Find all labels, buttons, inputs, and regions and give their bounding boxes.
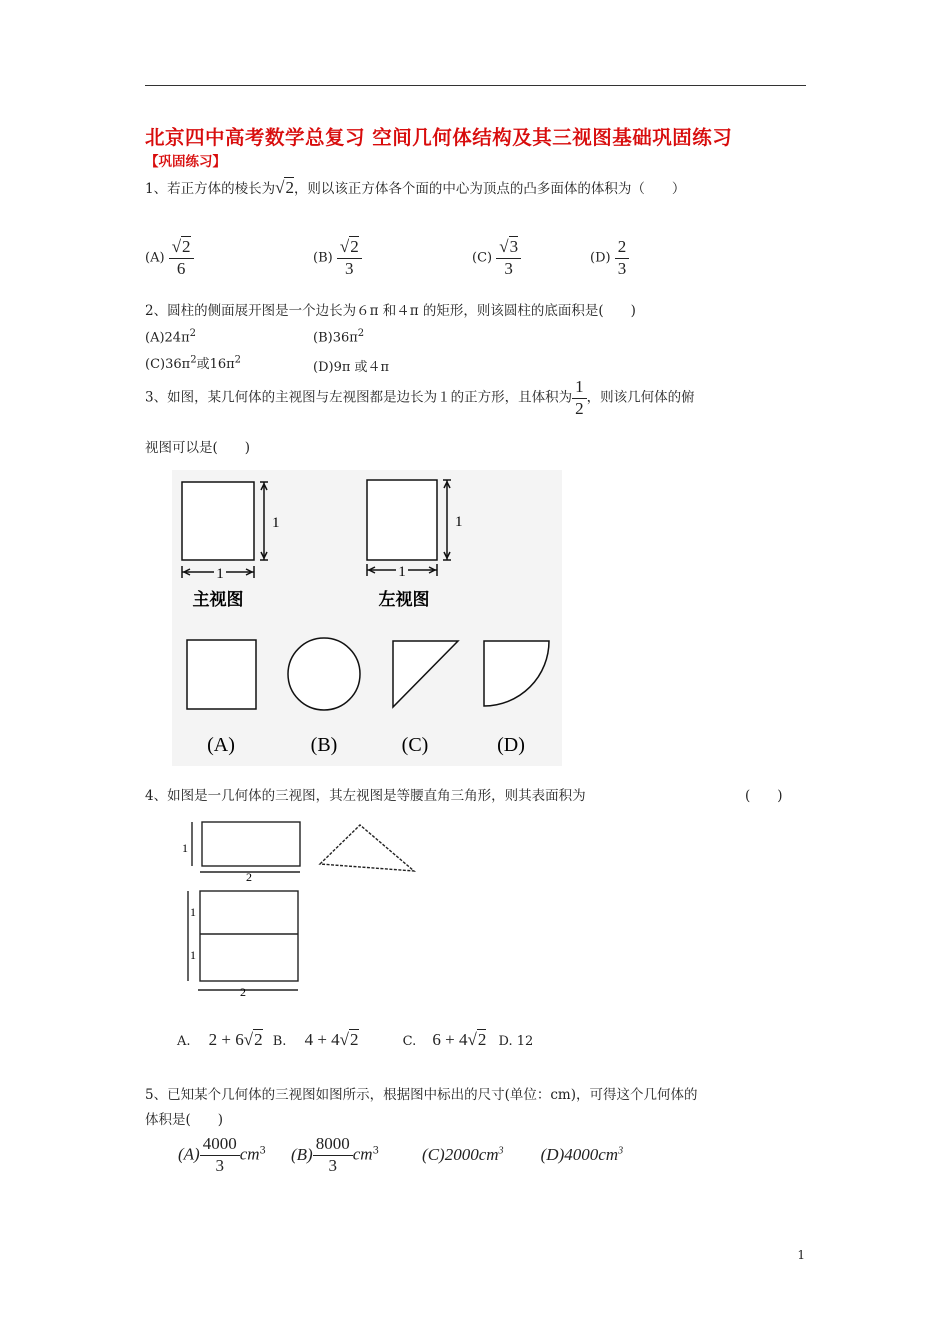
q4-front-view [202,822,300,866]
q1-option-b: (B) $\frac{√2}{3}$ [313,238,362,278]
front-view-label: 主视图 [192,590,244,610]
q1-option-d-label: (D) [590,250,611,266]
q4-option-c: 6 + 4√2 [432,1030,487,1049]
q4-option-a-rad: 2 [254,1030,263,1049]
q1-text-pre: 1、若正方体的棱长为 [145,181,276,197]
q1-option-b-den: 3 [345,258,354,278]
page-title: 北京四中高考数学总复习 空间几何体结构及其三视图基础巩固练习 [145,126,733,149]
q2-option-a-text: (A)24π [145,330,190,346]
q4-option-b-label: B. [272,1034,287,1049]
q1-option-a-label: (A) [145,250,165,266]
q2-option-c-sup1: 2 [190,354,197,366]
q4-option-a-label: A. [177,1034,191,1049]
q4-top-dim-lower: 1 [190,948,196,962]
q3-figure [172,470,562,766]
q4-option-b-rad: 2 [350,1030,359,1049]
question-4: 4、如图是一几何体的三视图，其左视图是等腰直角三角形，则其表面积为 [145,788,586,804]
q2-option-c-sup2: 2 [234,354,242,366]
q5-option-d-text: (D)4000 [540,1145,599,1165]
q4-option-c-text: 6 + 4 [432,1030,468,1049]
q3-text-post: ，则该几何体的俯 [586,389,695,406]
q4-option-d: D. 12 [498,1034,534,1049]
question-5-line1: 5、已知某个几何体的三视图如图所示，根据图中标出的尺寸(单位：cm)，可得这个几何体的 [145,1087,698,1103]
q2-option-c-text1: (C)36π [145,357,191,372]
question-5-line2: 体积是( ) [145,1112,224,1128]
q1-option-c-label: (C) [472,250,493,266]
q1-option-d-den: 3 [617,258,627,278]
q4-side-view [320,825,414,871]
q1-radicand: 2 [285,178,294,197]
q4-front-width-label: 2 [246,870,252,884]
q4-option-b-text: 4 + 4 [304,1030,340,1049]
q5-option-a-unit: cm [239,1144,260,1164]
q5-option-c-unit: cm [478,1145,499,1165]
choice-a-label: (A) [207,734,235,756]
q2-option-b [313,328,364,345]
question-1 [145,178,685,198]
choice-d-label: (D) [497,734,525,756]
q2-option-d: (D)9π 或４π [313,360,390,375]
q5-option-a-exp: 3 [259,1145,266,1157]
question-2: 2、圆柱的侧面展开图是一个边长为６π 和４π 的矩形，则该圆柱的底面积是( ) [145,303,636,319]
q5-option-c-exp: 3 [498,1145,504,1157]
q2-option-b-sup: 2 [357,328,365,339]
q4-option-c-rad: 2 [477,1030,487,1049]
q3-text-pre: 3、如图，某几何体的主视图与左视图都是边长为１的正方形，且体积为 [145,389,573,406]
q4-front-height-label: 1 [182,841,188,855]
q4-option-a-text: 2 + 6 [208,1030,244,1049]
q5-option-b-exp: 3 [372,1145,379,1157]
q5-option-a-num: 4000 [200,1135,240,1156]
question-3 [145,378,695,418]
choice-c-label: (C) [401,734,429,756]
q1-text-post: ，则以该正方体各个面的中心为顶点的凸多面体的体积为（ ） [293,181,686,197]
q5-option-b-frac [313,1135,353,1175]
q5-option-d-unit: cm [598,1145,619,1165]
q3-den: 2 [575,398,584,418]
q5-option-a-label: (A) [178,1144,200,1164]
q1-option-a-den: 6 [176,258,186,278]
q5-option-d [541,1145,623,1164]
q5-option-b-unit: cm [352,1144,373,1164]
q4-top-dim-upper: 1 [190,905,196,919]
q4-option-a: 2 + 6√2 [208,1030,263,1049]
page-number: 1 [797,1248,805,1262]
q1-option-c: (C) $\frac{√3}{3}$ [472,238,521,278]
section-heading: 【巩固练习】 [145,154,226,170]
front-width-label: 1 [216,566,224,582]
q3-fraction [572,378,587,418]
q1-option-b-label: (B) [313,250,333,266]
choice-a-square [187,640,256,709]
q4-option-b: 4 + 4√2 [304,1030,359,1049]
q5-options [178,1135,623,1175]
side-view-label: 左视图 [378,590,430,610]
q1-option-a-rad: 2 [182,237,191,256]
side-height-label: 1 [455,514,463,530]
q5-option-b-num: 8000 [313,1135,353,1156]
q5-option-a-den: 3 [215,1155,224,1175]
q3-line2: 视图可以是( ) [145,440,251,456]
q1-sqrt: √2 [275,178,294,197]
q5-option-a-frac [200,1135,240,1175]
q5-option-b-label: (B) [291,1144,313,1164]
q2-option-c [145,353,241,372]
q5-option-c-text: (C)2000 [422,1145,479,1165]
q2-option-b-text: (B)36π [313,330,358,346]
q4-top-view [200,891,298,981]
choice-b-circle [288,638,360,710]
q2-option-a-sup: 2 [189,328,196,339]
q1-option-a: (A) $\frac{√2}{6}$ [145,238,194,278]
q5-option-c [422,1145,504,1164]
q5-option-d-exp: 3 [618,1145,624,1157]
q4-figure [180,814,430,999]
q4-option-c-label: C. [402,1034,417,1049]
q1-option-d [590,238,629,278]
side-width-label: 1 [398,564,406,580]
q5-option-b-den: 3 [328,1155,337,1175]
q1-option-d-num: 2 [615,238,630,259]
q1-option-c-den: 3 [504,258,513,278]
q1-option-b-rad: 2 [350,237,359,256]
q3-num: 1 [572,378,587,399]
q1-option-c-rad: 3 [509,237,519,256]
front-height-label: 1 [272,515,280,531]
choice-b-label: (B) [310,734,338,756]
q4-options [177,1030,533,1050]
q4-top-width-label: 2 [240,985,246,999]
q2-option-a [145,328,196,345]
header-rule [145,85,806,86]
q2-option-c-text2: 或16π [196,357,235,372]
q4-answer-paren: ( ) [745,788,783,804]
